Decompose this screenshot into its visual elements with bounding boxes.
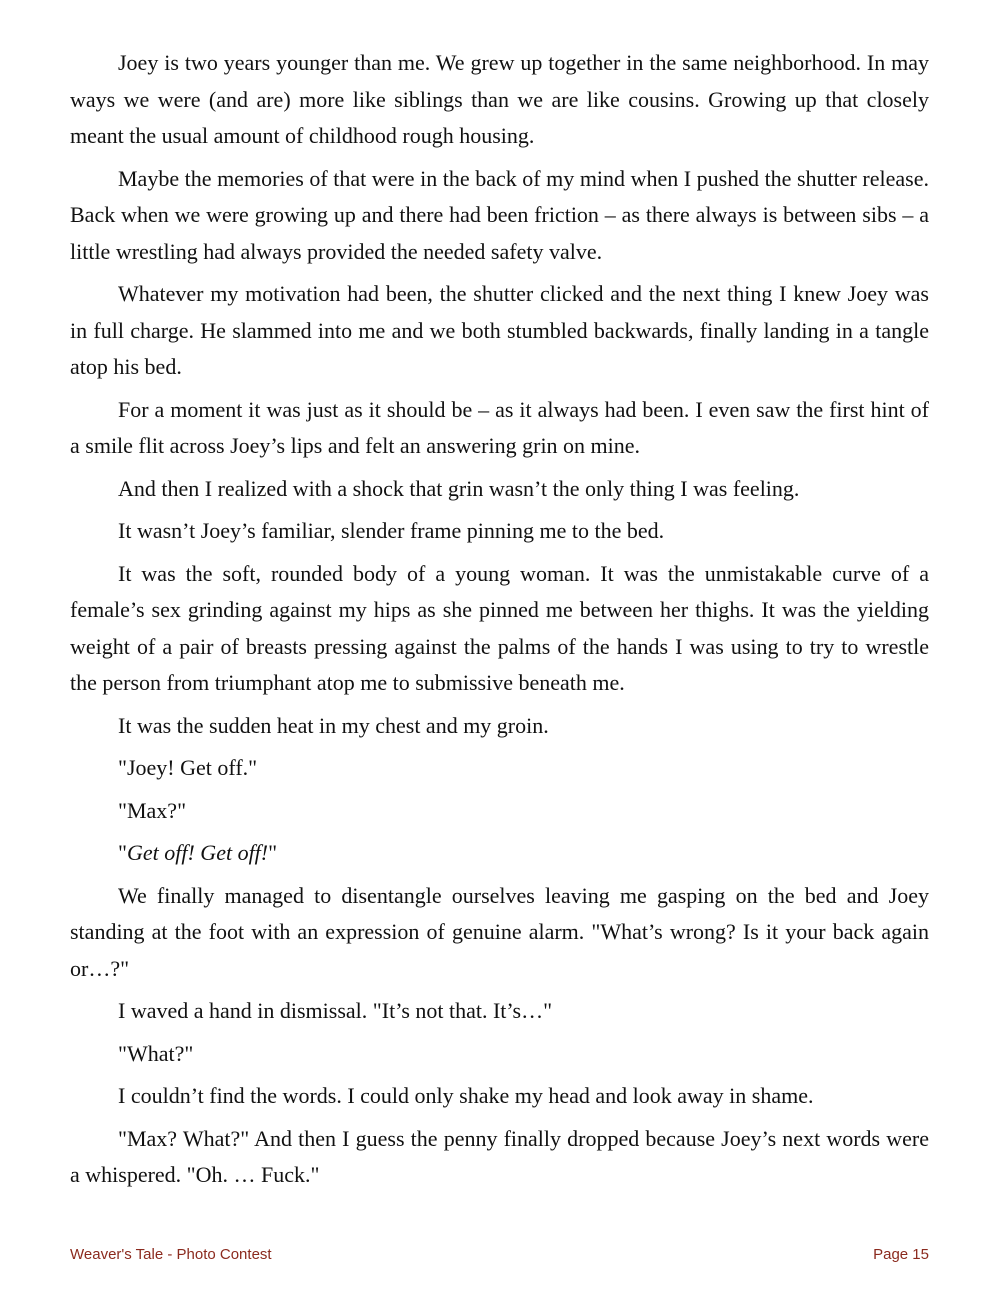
paragraph-6: It wasn’t Joey’s familiar, slender frame pinning me to the bed. <box>118 518 665 543</box>
italic-text: Get off! Get off! <box>126 840 269 865</box>
paragraph-11-italic <box>70 835 929 872</box>
quote-open: " <box>118 840 127 865</box>
paragraph-3: Whatever my motivation had been, the shutter clicked and the next thing I knew Joey was in full charge. He slammed into me and we both stumbled backwards, finally landing in a tangle atop his bed. <box>70 281 929 379</box>
paragraph-1: Joey is two years younger than me. We grew up together in the same neighborhood. In may ways we were (and are) more like siblings than we are like cousins. Growing up that closely meant the usual amount of childhood rough housing. <box>70 50 929 148</box>
paragraph-16: "Max? What?" And then I guess the penny finally dropped because Joey’s next words were a whispered. "Oh. … Fuck." <box>70 1125 929 1187</box>
paragraph-15: I couldn’t find the words. I could only shake my head and look away in shame. <box>118 1083 814 1108</box>
paragraph-4: For a moment it was just as it should be – as it always had been. I even saw the first hint of a smile flit across Joey’s lips and felt an answering grin on mine. <box>70 396 929 458</box>
paragraph-12: We finally managed to disentangle ourselves leaving me gasping on the bed and Joey standing at the foot with an expression of genuine alarm. "What’s wrong? Is it your back again or…?" <box>70 882 929 981</box>
paragraph-7: It was the soft, rounded body of a young woman. It was the unmistakable curve of a female’s sex grinding against my hips as she pinned me between her thighs. It was the yielding weight of a pair of breasts pressing against the palms of the hands I was using to try to wrestle the person from triumphant atop me to submissive beneath me. <box>70 560 929 695</box>
paragraph-14: "What?" <box>118 1040 194 1066</box>
paragraph-2: Maybe the memories of that were in the back of my mind when I pushed the shutter release. Back when we were growing up and there had been friction – as there always is between sibs – a little wrestling had always provided the needed safety valve. <box>70 165 929 264</box>
paragraph-10: "Max?" <box>118 797 187 823</box>
paragraph-5: And then I realized with a shock that grin wasn’t the only thing I was feeling. <box>118 475 800 501</box>
paragraph-13: I waved a hand in dismissal. "It’s not that. It’s…" <box>118 998 553 1023</box>
page-number: Page 15 <box>873 1246 929 1263</box>
paragraph-8: It was the sudden heat in my chest and my groin. <box>118 712 549 738</box>
footer-title: Weaver's Tale - Photo Contest <box>70 1246 272 1263</box>
paragraph-9: "Joey! Get off." <box>118 755 258 780</box>
page-body <box>70 45 929 1200</box>
quote-close: " <box>268 840 278 865</box>
